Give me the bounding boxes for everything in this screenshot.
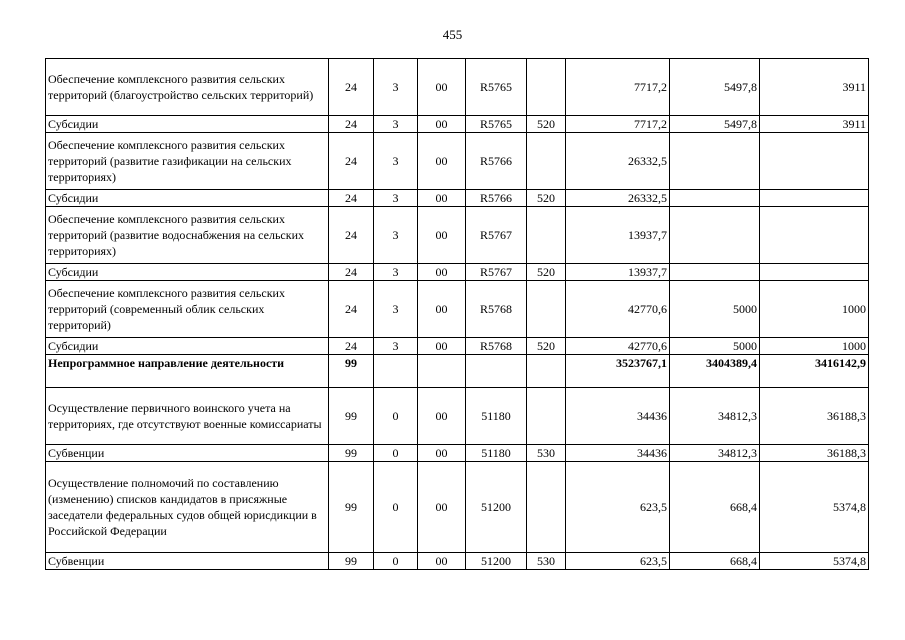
amount-year-3-cell: 3911 <box>760 59 869 116</box>
row-name-cell: Непрограммное направление деятельности <box>46 355 329 388</box>
page-number: 455 <box>442 27 463 42</box>
main-event-code-cell: 00 <box>418 462 466 553</box>
row-name-cell: Обеспечение комплексного развития сельских территорий (развитие газификации на сельских территориях) <box>46 133 329 190</box>
row-name-cell: Субвенции <box>46 553 329 570</box>
table-row <box>46 462 869 553</box>
amount-year-1-cell: 34436 <box>566 445 670 462</box>
amount-year-2-cell: 3404389,4 <box>670 355 760 388</box>
subprogram-code-cell: 3 <box>374 133 418 190</box>
subprogram-code-cell: 0 <box>374 388 418 445</box>
expense-type-cell: 520 <box>527 338 566 355</box>
amount-year-1-cell: 7717,2 <box>566 116 670 133</box>
amount-year-2-cell: 5497,8 <box>670 116 760 133</box>
amount-year-1-cell: 34436 <box>566 388 670 445</box>
amount-year-1-cell: 3523767,1 <box>566 355 670 388</box>
direction-code-cell: R5766 <box>466 190 527 207</box>
table-row <box>46 355 869 388</box>
main-event-code-cell: 00 <box>418 116 466 133</box>
table-row <box>46 133 869 190</box>
table-row <box>46 264 869 281</box>
main-event-code-cell: 00 <box>418 445 466 462</box>
program-code-cell: 99 <box>329 445 374 462</box>
program-code-cell: 24 <box>329 207 374 264</box>
program-code-cell: 24 <box>329 59 374 116</box>
budget-table <box>45 58 869 570</box>
program-code-cell: 99 <box>329 553 374 570</box>
amount-year-3-cell: 3416142,9 <box>760 355 869 388</box>
amount-year-2-cell: 5497,8 <box>670 59 760 116</box>
subprogram-code-cell <box>374 355 418 388</box>
subprogram-code-cell: 3 <box>374 264 418 281</box>
main-event-code-cell: 00 <box>418 207 466 264</box>
expense-type-cell: 530 <box>527 445 566 462</box>
expense-type-cell <box>527 355 566 388</box>
amount-year-3-cell <box>760 190 869 207</box>
amount-year-2-cell <box>670 264 760 281</box>
budget-table-body <box>46 59 869 570</box>
direction-code-cell: 51200 <box>466 462 527 553</box>
amount-year-2-cell: 668,4 <box>670 462 760 553</box>
subprogram-code-cell: 3 <box>374 190 418 207</box>
main-event-code-cell: 00 <box>418 388 466 445</box>
table-row <box>46 190 869 207</box>
amount-year-1-cell: 13937,7 <box>566 207 670 264</box>
direction-code-cell: R5767 <box>466 264 527 281</box>
direction-code-cell: 51180 <box>466 388 527 445</box>
main-event-code-cell: 00 <box>418 133 466 190</box>
amount-year-2-cell: 5000 <box>670 281 760 338</box>
expense-type-cell <box>527 388 566 445</box>
expense-type-cell: 520 <box>527 190 566 207</box>
row-name-cell: Обеспечение комплексного развития сельских территорий (развитие водоснабжения на сельских территориях) <box>46 207 329 264</box>
row-name-cell: Обеспечение комплексного развития сельских территорий (современный облик сельских территорий) <box>46 281 329 338</box>
program-code-cell: 24 <box>329 133 374 190</box>
program-code-cell: 99 <box>329 462 374 553</box>
amount-year-1-cell: 13937,7 <box>566 264 670 281</box>
amount-year-3-cell <box>760 133 869 190</box>
row-name-cell: Осуществление полномочий по составлению (изменению) списков кандидатов в присяжные заседатели федеральных судов общей юрисдикции в Российской Федерации <box>46 462 329 553</box>
amount-year-1-cell: 26332,5 <box>566 190 670 207</box>
row-name-cell: Субсидии <box>46 264 329 281</box>
main-event-code-cell: 00 <box>418 338 466 355</box>
main-event-code-cell: 00 <box>418 190 466 207</box>
table-row <box>46 207 869 264</box>
program-code-cell: 24 <box>329 190 374 207</box>
subprogram-code-cell: 0 <box>374 462 418 553</box>
subprogram-code-cell: 3 <box>374 207 418 264</box>
expense-type-cell: 530 <box>527 553 566 570</box>
subprogram-code-cell: 3 <box>374 116 418 133</box>
table-row <box>46 388 869 445</box>
program-code-cell: 24 <box>329 116 374 133</box>
amount-year-2-cell: 34812,3 <box>670 388 760 445</box>
expense-type-cell: 520 <box>527 116 566 133</box>
program-code-cell: 24 <box>329 264 374 281</box>
amount-year-2-cell <box>670 207 760 264</box>
main-event-code-cell: 00 <box>418 264 466 281</box>
amount-year-1-cell: 42770,6 <box>566 281 670 338</box>
amount-year-3-cell: 1000 <box>760 338 869 355</box>
main-event-code-cell: 00 <box>418 59 466 116</box>
direction-code-cell: 51200 <box>466 553 527 570</box>
direction-code-cell: R5765 <box>466 59 527 116</box>
direction-code-cell: R5765 <box>466 116 527 133</box>
amount-year-3-cell: 3911 <box>760 116 869 133</box>
table-row <box>46 338 869 355</box>
amount-year-3-cell: 36188,3 <box>760 388 869 445</box>
direction-code-cell: R5767 <box>466 207 527 264</box>
direction-code-cell: R5768 <box>466 338 527 355</box>
row-name-cell: Обеспечение комплексного развития сельских территорий (благоустройство сельских территорий) <box>46 59 329 116</box>
main-event-code-cell <box>418 355 466 388</box>
amount-year-1-cell: 623,5 <box>566 462 670 553</box>
amount-year-2-cell <box>670 190 760 207</box>
amount-year-3-cell: 5374,8 <box>760 462 869 553</box>
table-row <box>46 59 869 116</box>
amount-year-3-cell <box>760 264 869 281</box>
amount-year-3-cell: 1000 <box>760 281 869 338</box>
subprogram-code-cell: 3 <box>374 338 418 355</box>
subprogram-code-cell: 3 <box>374 281 418 338</box>
table-row <box>46 553 869 570</box>
program-code-cell: 24 <box>329 281 374 338</box>
row-name-cell: Субсидии <box>46 116 329 133</box>
main-event-code-cell: 00 <box>418 553 466 570</box>
table-row <box>46 445 869 462</box>
expense-type-cell <box>527 133 566 190</box>
direction-code-cell: R5766 <box>466 133 527 190</box>
row-name-cell: Субвенции <box>46 445 329 462</box>
amount-year-1-cell: 7717,2 <box>566 59 670 116</box>
amount-year-2-cell: 5000 <box>670 338 760 355</box>
row-name-cell: Осуществление первичного воинского учета на территориях, где отсутствуют военные комиссариаты <box>46 388 329 445</box>
table-row <box>46 116 869 133</box>
program-code-cell: 99 <box>329 355 374 388</box>
program-code-cell: 24 <box>329 338 374 355</box>
main-event-code-cell: 00 <box>418 281 466 338</box>
direction-code-cell <box>466 355 527 388</box>
subprogram-code-cell: 0 <box>374 553 418 570</box>
expense-type-cell: 520 <box>527 264 566 281</box>
amount-year-1-cell: 42770,6 <box>566 338 670 355</box>
expense-type-cell <box>527 207 566 264</box>
amount-year-2-cell <box>670 133 760 190</box>
subprogram-code-cell: 3 <box>374 59 418 116</box>
amount-year-3-cell <box>760 207 869 264</box>
expense-type-cell <box>527 462 566 553</box>
amount-year-1-cell: 623,5 <box>566 553 670 570</box>
subprogram-code-cell: 0 <box>374 445 418 462</box>
amount-year-3-cell: 5374,8 <box>760 553 869 570</box>
amount-year-1-cell: 26332,5 <box>566 133 670 190</box>
amount-year-3-cell: 36188,3 <box>760 445 869 462</box>
row-name-cell: Субсидии <box>46 338 329 355</box>
amount-year-2-cell: 34812,3 <box>670 445 760 462</box>
expense-type-cell <box>527 59 566 116</box>
program-code-cell: 99 <box>329 388 374 445</box>
row-name-cell: Субсидии <box>46 190 329 207</box>
direction-code-cell: 51180 <box>466 445 527 462</box>
direction-code-cell: R5768 <box>466 281 527 338</box>
table-row <box>46 281 869 338</box>
expense-type-cell <box>527 281 566 338</box>
amount-year-2-cell: 668,4 <box>670 553 760 570</box>
